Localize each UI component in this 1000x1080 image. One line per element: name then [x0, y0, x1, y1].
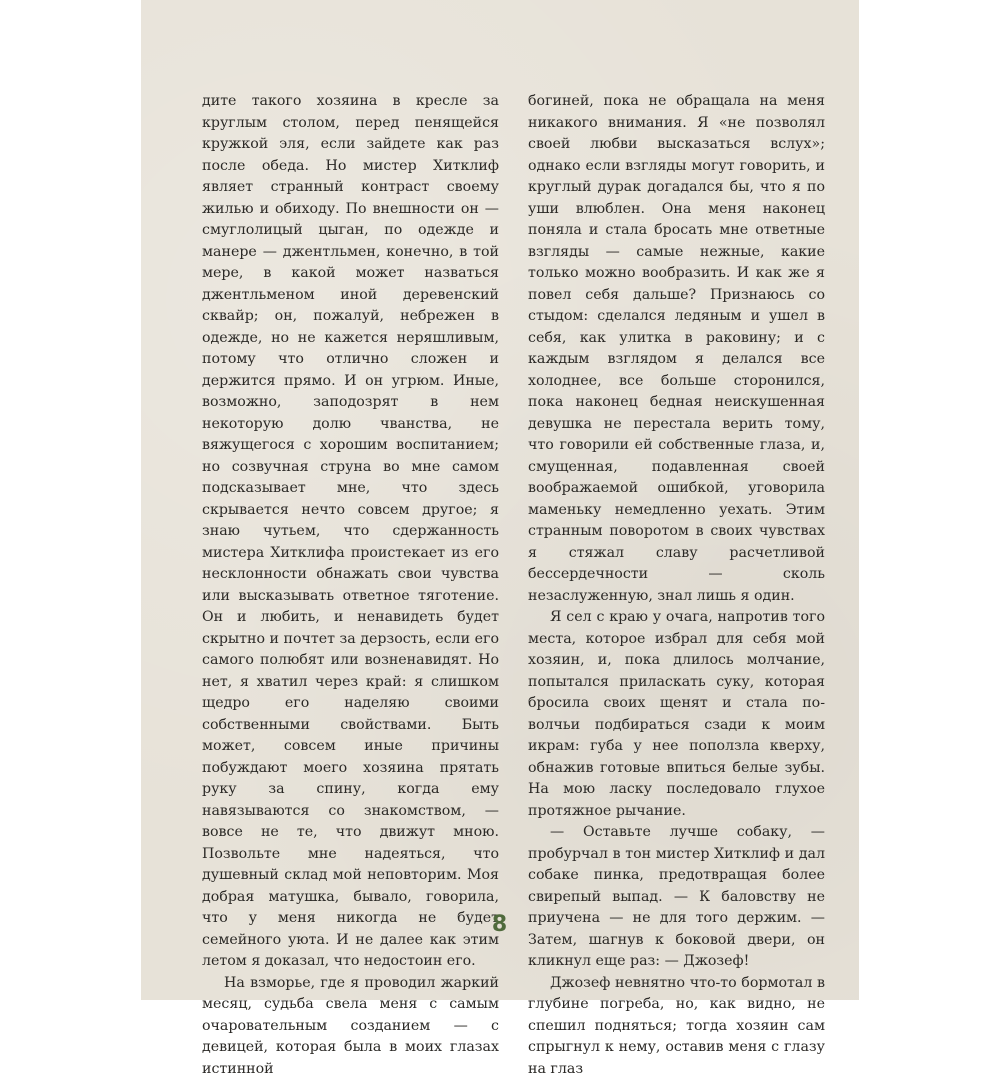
paragraph-right-1: богиней, пока не обращала на меня никакого внимания. Я «не позволял своей любви высказаться вслух»; однако если взгляды могут говорить, и круглый дурак догадался бы, что я по уши влюблен. Она меня наконец поняла и стала бросать мне ответные взгляды — самые нежные, какие только можно вообразить. И как же я повел себя дальше? Признаюсь со стыдом: сделался ледяным и ушел в себя, как улитка в раковину; и с каждым взглядом я делался все холоднее, все больше сторонился, пока наконец бедная неискушенная девушка не перестала верить тому, что говорили ей собственные глаза, и, смущенная, подавленная своей воображаемой ошибкой, уговорила маменьку немедленно уехать. Этим странным поворотом в своих чувствах я стяжал славу расчетливой бессердечности — сколь незаслуженную, знал лишь я один. — [528, 91, 825, 607]
paragraph-right-3: — Оставьте лучше собаку, — пробурчал в тон мистер Хитклиф и дал собаке пинка, предотвращая более свирепый выпад. — К баловству не приучена — не для того держим. — Затем, шагнув к боковой двери, он кликнул еще раз: — Джозеф! — [528, 822, 825, 973]
paragraph-left-1: дите такого хозяина в кресле за круглым столом, перед пенящейся кружкой эля, если зайдете как раз после обеда. Но мистер Хитклиф являет странный контраст своему жилью и обиходу. По внешности он — смуглолицый цыган, по одежде и манере — джентльмен, конечно, в той мере, в какой может назваться джентльменом иной деревенский сквайр; он, пожалуй, небрежен в одежде, но не кажется неряшливым, потому что отлично сложен и держится прямо. И он угрюм. Иные, возможно, заподозрят в нем некоторую долю чванства, не вяжущегося с хорошим воспитанием; но созвучная струна во мне самом подсказывает мне, что здесь скрывается нечто совсем другое; я знаю чутьем, что сдержанность мистера Хитклифа проистекает из его несклонности обнажать свои чувства или высказывать ответное тяготение. Он и любить, и ненавидеть будет скрытно и почтет за дерзость, если его самого полюбят или возненавидят. Но нет, я хватил через край: я слишком щедро его наделяю своими собственными свойствами. Быть может, совсем иные причины побуждают моего хозяина прятать руку за спину, когда ему навязываются со знакомством, — вовсе не те, что движут мною. Позвольте мне надеяться, что душевный склад мой неповторим. Моя добрая матушка, бывало, говорила, что у меня никогда не будет семейного уюта. И не далее как этим летом я доказал, что недостоин его. — [202, 91, 499, 973]
page-number: 8 — [141, 912, 859, 937]
paragraph-right-4: Джозеф невнятно что-то бормотал в глубине погреба, но, как видно, не спешил подняться; тогда хозяин сам спрыгнул к нему, оставив меня с глазу на глаз — [528, 973, 825, 1080]
book-page — [141, 0, 859, 1000]
paragraph-right-2: Я сел с краю у очага, напротив того места, которое избрал для себя мой хозяин, и, пока длилось молчание, попытался приласкать суку, которая бросила своих щенят и стала по-волчьи подбираться сзади к моим икрам: губа у нее поползла кверху, обнажив готовые впиться белые зубы. На мою ласку последовало глухое протяжное рычание. — [528, 607, 825, 822]
paragraph-left-2: На взморье, где я проводил жаркий месяц, судьба свела меня с самым очаровательным созданием — с девицей, которая была в моих глазах истинной — [202, 973, 499, 1080]
